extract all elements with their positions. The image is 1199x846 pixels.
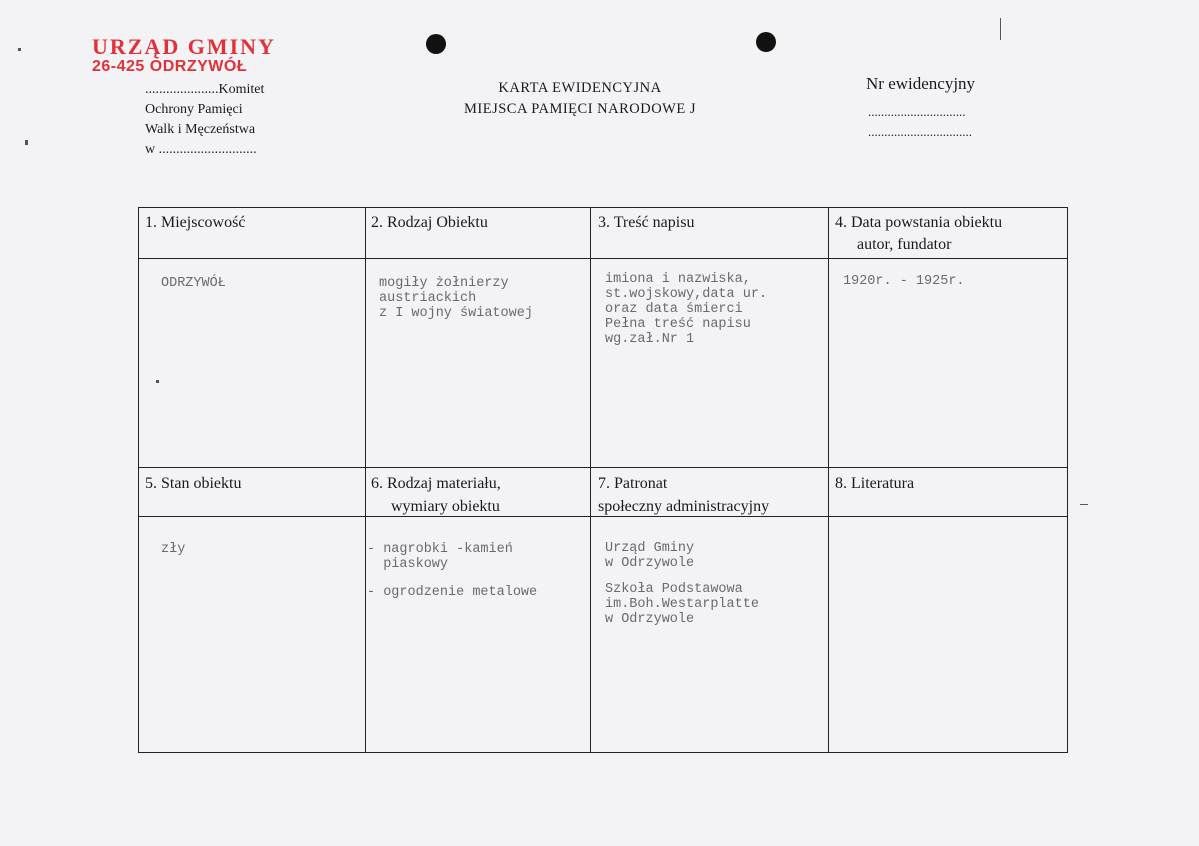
row-divider	[139, 467, 1067, 468]
header-date-author-line-2: autor, fundator	[857, 236, 952, 253]
office-stamp	[92, 34, 276, 76]
value-locality: ODRZYWÓŁ	[161, 276, 226, 291]
punch-hole-right	[756, 32, 776, 52]
committee-line-1: .....................Komitet	[145, 82, 265, 97]
value-patronage-2: Szkoła Podstawowa im.Boh.Westarplatte w Odrzywole	[605, 582, 759, 627]
record-table	[138, 207, 1068, 753]
value-date: 1920r. - 1925r.	[843, 274, 965, 289]
punch-hole-left	[426, 34, 446, 54]
header-patronage-line-2: społeczny administracyjny	[598, 498, 770, 515]
header-date-author-line-1: 4. Data powstania obiektu	[835, 214, 1003, 231]
committee-line-2: Ochrony Pamięci	[145, 102, 243, 117]
header-object-type: 2. Rodzaj Obiektu	[371, 214, 488, 231]
registration-number-field-2: ................................	[868, 124, 972, 139]
value-material-2: - ogrodzenie metalowe	[367, 585, 538, 600]
title-line-2: MIEJSCA PAMIĘCI NARODOWE J	[463, 101, 696, 117]
column-divider	[828, 208, 829, 752]
value-object-type: mogiły żołnierzy austriackich z I wojny światowej	[379, 276, 533, 321]
scan-speck	[25, 140, 28, 145]
scan-speck	[18, 48, 21, 51]
column-divider	[590, 208, 591, 752]
committee-line-4: w ............................	[145, 142, 257, 157]
header-inscription: 3. Treść napisu	[598, 214, 695, 231]
committee-line-3: Walk i Męczeństwa	[145, 122, 256, 137]
card-title	[420, 78, 740, 120]
title-line-1: KARTA EWIDENCYJNA	[498, 80, 662, 96]
header-condition: 5. Stan obiektu	[145, 475, 242, 492]
value-patronage-1: Urząd Gminy w Odrzywole	[605, 541, 695, 571]
registration-number-field-1: ..............................	[868, 104, 966, 119]
header-material-line-1: 6. Rodzaj materiału,	[371, 475, 501, 492]
scan-speck	[156, 380, 159, 383]
committee-block	[145, 80, 264, 160]
value-condition: zły	[161, 542, 186, 557]
registration-number-label: Nr ewidencyjny	[866, 74, 976, 93]
header-material-line-2: wymiary obiektu	[391, 498, 500, 515]
header-patronage-line-1: 7. Patronat	[598, 475, 668, 492]
header-literature: 8. Literatura	[835, 475, 915, 492]
stamp-line-1: URZĄD GMINY	[92, 34, 276, 59]
header-locality: 1. Miejscowość	[145, 214, 246, 231]
value-inscription: imiona i nazwiska, st.wojskowy,data ur. oraz data śmierci Pełna treść napisu wg.zał.Nr 1	[605, 272, 768, 347]
scan-speck	[1000, 18, 1001, 40]
stamp-line-2: 26-425 ODRZYWÓŁ	[92, 58, 248, 75]
scan-speck	[1080, 504, 1088, 505]
column-divider	[365, 208, 366, 752]
row-divider	[139, 258, 1067, 259]
value-material-1: - nagrobki -kamień piaskowy	[367, 542, 513, 572]
